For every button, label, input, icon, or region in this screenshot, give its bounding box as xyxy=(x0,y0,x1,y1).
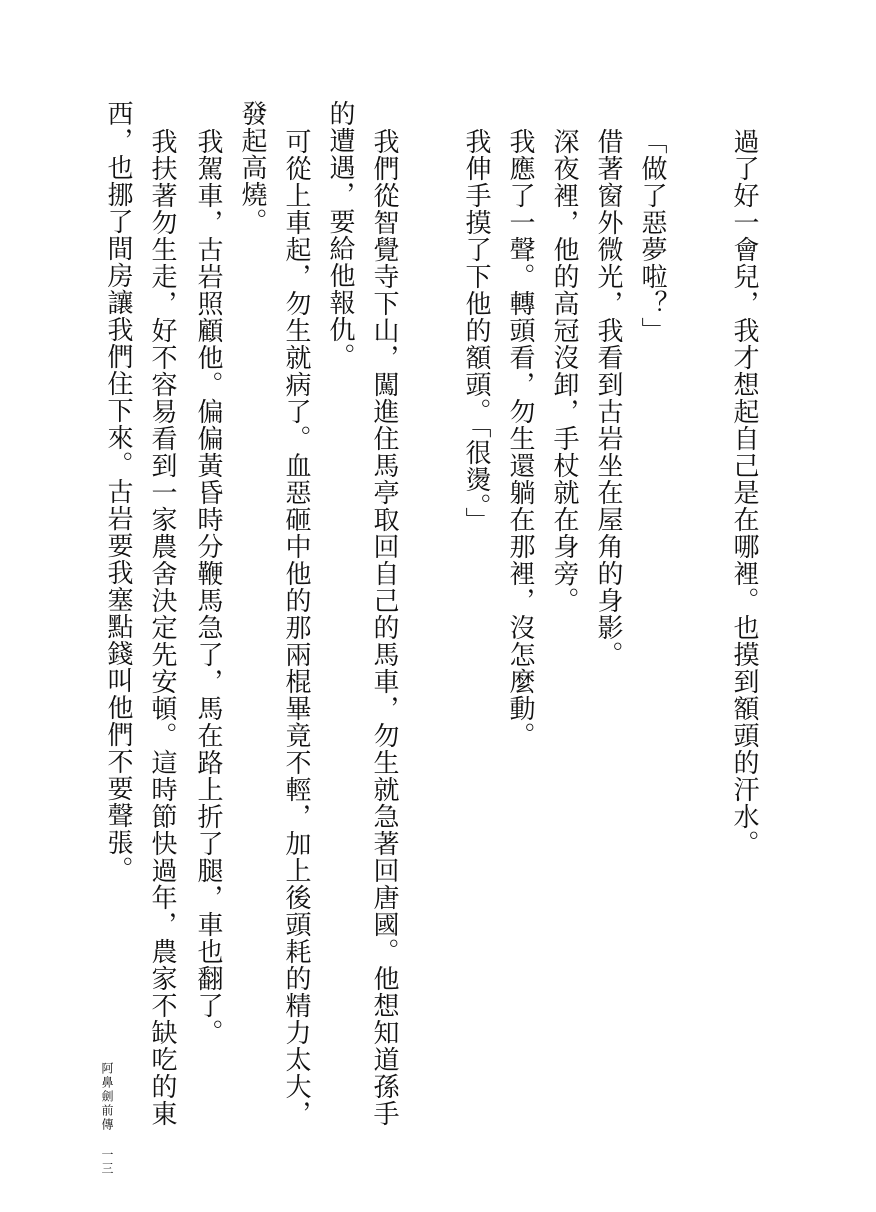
text-line-3: 借著窗外微光，我看到古岩坐在屋角的身影。 xyxy=(593,128,623,668)
text-line-2: 「做了惡夢啦？」 xyxy=(637,128,667,344)
text-line-11: 我駕車，古岩照顧他。偏偏黃昏時分鞭馬急了，馬在路上折了腿，車也翻了。 xyxy=(193,128,223,1046)
text-line-6: 我伸手摸了下他的額頭。「很燙。」 xyxy=(461,128,491,534)
page-number: 一三 xyxy=(100,1148,114,1176)
text-line-13: 西，也挪了間房讓我們住下來。古岩要我塞點錢叫他們不要聲張。 xyxy=(103,100,133,883)
text-line-7: 我們從智覺寺下山，闖進住馬亭取回自己的馬車，勿生就急著回唐國。他想知道孫手 xyxy=(369,128,399,1127)
text-line-4: 深夜裡，他的高冠沒卸，手杖就在身旁。 xyxy=(549,128,579,614)
text-line-12: 我扶著勿生走，好不容易看到一家農舍決定先安頓。這時節快過年，農家不缺吃的東 xyxy=(147,128,177,1127)
text-line-5: 我應了一聲。轉頭看，勿生還躺在那裡，沒怎麼動。 xyxy=(505,128,535,749)
text-line-9: 可從上車起，勿生就病了。血惡砸中他的那兩棍畢竟不輕，加上後頭耗的精力太大， xyxy=(281,128,311,1127)
text-line-8: 的遭遇，要給他報仇。 xyxy=(325,100,355,370)
book-title: 阿鼻劍前傳 xyxy=(100,1062,114,1132)
text-line-10: 發起高燒。 xyxy=(237,100,267,235)
text-line-1: 過了好一會兒，我才想起自己是在哪裡。也摸到額頭的汗水。 xyxy=(729,128,759,857)
